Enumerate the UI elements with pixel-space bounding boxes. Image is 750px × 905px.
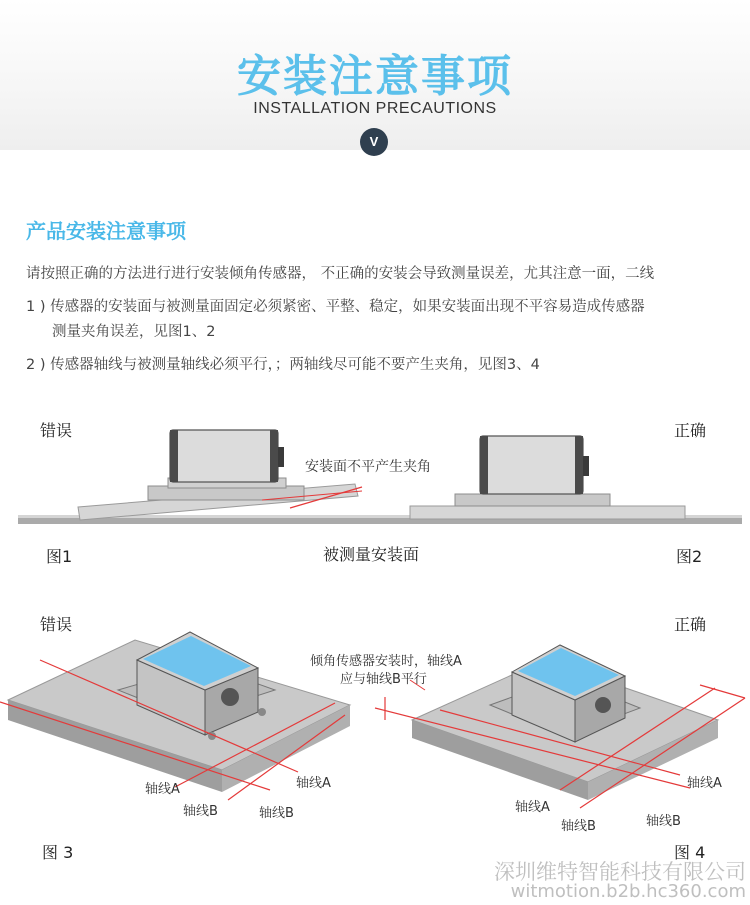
item1-text-cont: 测量夹角误差，见图1、2: [52, 324, 216, 340]
axis-label: 轴线A: [296, 776, 331, 791]
axis-label: 轴线B: [561, 819, 596, 834]
axis-label: 轴线A: [687, 776, 722, 791]
note-line-2: 应与轴线B平行: [340, 672, 427, 687]
figure-1-caption: 图1: [46, 547, 73, 566]
axis-label: 轴线A: [145, 782, 180, 797]
figure-3-caption: 图 3: [42, 843, 74, 862]
intro-text: 请按照正确的方法进行进行安装倾角传感器， 不正确的安装会导致测量误差，尤其注意一面，二线: [26, 266, 655, 282]
axis-label: 轴线A: [515, 800, 550, 815]
axis-label: 轴线B: [259, 806, 294, 821]
figure-4-caption: 图 4: [674, 843, 706, 862]
wrong-label-2: 错误: [40, 615, 73, 634]
connector-port: [221, 688, 239, 706]
page-subtitle: INSTALLATION PRECAUTIONS: [253, 100, 497, 117]
right-label: 正确: [674, 421, 707, 440]
page-title: 安装注意事项: [237, 51, 513, 102]
axis-label: 轴线B: [183, 804, 218, 819]
connector-port: [595, 697, 611, 713]
section-title: 产品安装注意事项: [26, 219, 186, 243]
note-line-1: 倾角传感器安装时，轴线A: [310, 654, 462, 669]
right-label-2: 正确: [674, 615, 707, 634]
wrong-label: 错误: [40, 421, 73, 440]
watermark-company: 深圳维特智能科技有限公司: [494, 860, 746, 884]
item2-text: 2 ) 传感器轴线与被测量轴线必须平行，；两轴线尽可能不要产生夹角，见图3、4: [26, 357, 540, 373]
angle-annotation: 安装面不平产生夹角: [305, 459, 431, 475]
chevron-down-icon: V: [360, 128, 388, 156]
figure-2-caption: 图2: [676, 547, 703, 566]
item1-text: 1 ) 传感器的安装面与被测量面固定必须紧密、平整、稳定，如果安装面出现不平容易造成传感器: [26, 299, 645, 315]
axis-label: 轴线B: [646, 814, 681, 829]
surface-caption: 被测量安装面: [323, 545, 420, 564]
watermark-url: witmotion.b2b.hc360.com: [510, 881, 746, 902]
